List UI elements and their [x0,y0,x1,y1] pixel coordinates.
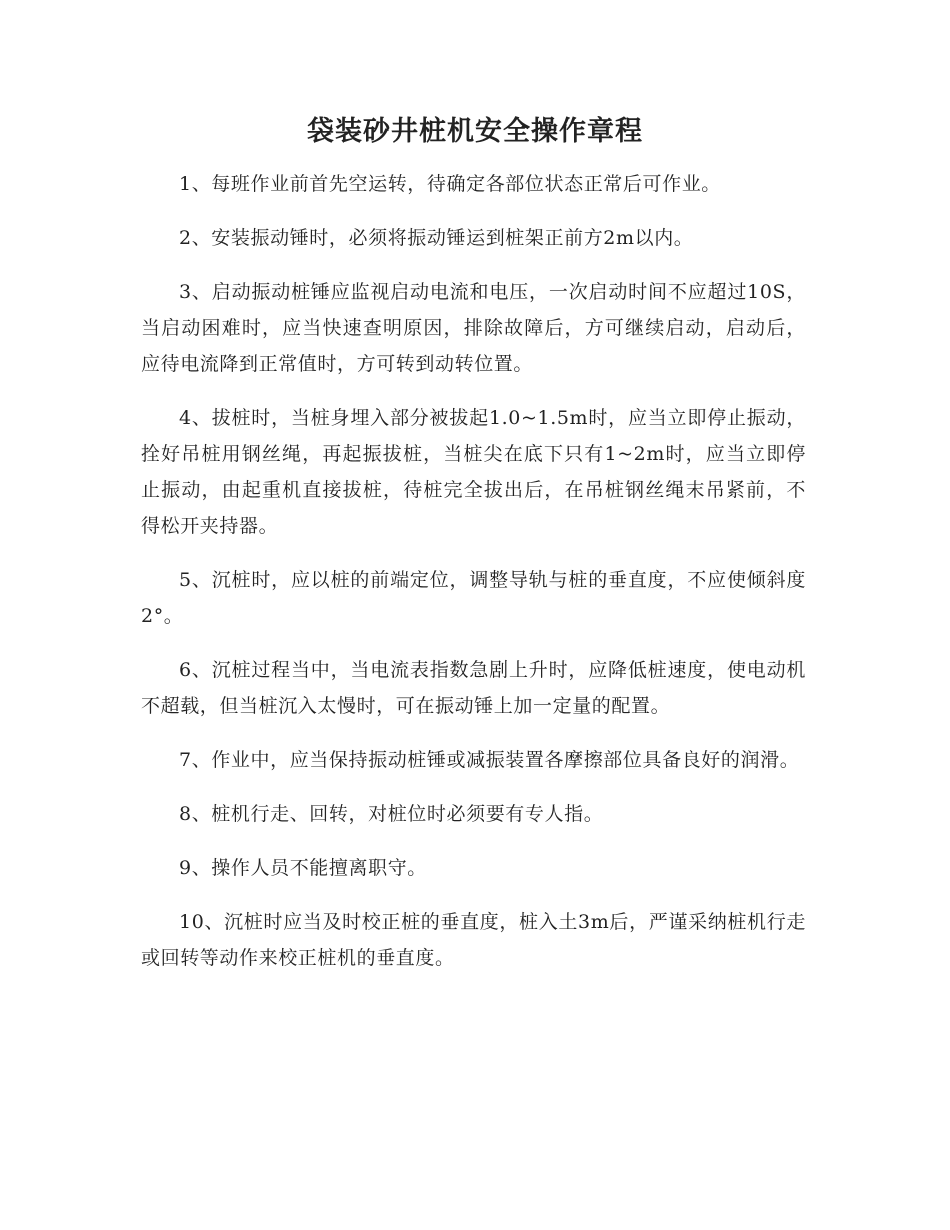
paragraph-1: 1、每班作业前首先空运转，待确定各部位状态正常后可作业。 [179,173,721,195]
paragraph-5: 5、沉桩时，应以桩的前端定位，调整导轨与桩的垂直度，不应使倾斜度2°。 [141,569,806,627]
page-title: 袋装砂井桩机安全操作章程 [307,116,643,147]
paragraph-3: 3、启动振动桩锤应监视启动电流和电压，一次启动时间不应超过10S，当启动困难时，应当快速查明原因，排除故障后，方可继续启动，启动后，应待电流降到正常值时，方可转到动转位置。 [141,281,806,375]
paragraph-8: 8、桩机行走、回转，对桩位时必须要有专人指。 [179,803,604,825]
paragraph-6: 6、沉桩过程当中，当电流表指数急剧上升时，应降低桩速度，使电动机不超载，但当桩沉入太慢时，可在振动锤上加一定量的配置。 [141,659,806,717]
paragraph-2: 2、安装振动锤时，必须将振动锤运到桩架正前方2m以内。 [179,227,694,249]
paragraph-9: 9、操作人员不能擅离职守。 [179,857,427,879]
document-body [141,166,806,994]
paragraph-10: 10、沉桩时应当及时校正桩的垂直度，桩入土3m后，严谨采纳桩机行走或回转等动作来校正桩机的垂直度。 [141,911,806,969]
paragraph-7: 7、作业中，应当保持振动桩锤或减振装置各摩擦部位具备良好的润滑。 [179,749,800,771]
paragraph-4: 4、拔桩时，当桩身埋入部分被拔起1.0~1.5m时，应当立即停止振动，拴好吊桩用钢丝绳，再起振拔桩，当桩尖在底下只有1~2m时，应当立即停止振动，由起重机直接拔桩，待桩完全拔出后，在吊桩钢丝绳末吊紧前，不得松开夹持器。 [141,407,806,537]
